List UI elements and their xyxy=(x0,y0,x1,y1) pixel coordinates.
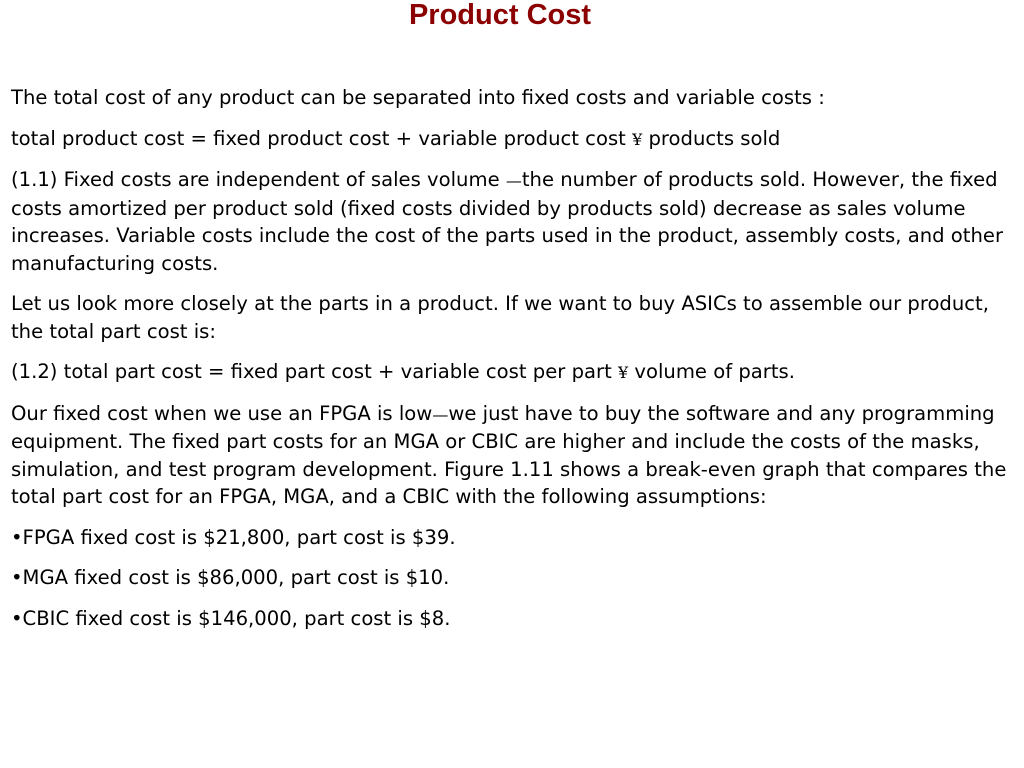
slide-body xyxy=(11,84,1016,645)
paragraph-text-start: Our fixed cost when we use an FPGA is low xyxy=(11,401,433,425)
paragraph-text-end: we just have to buy the software and any programming equipment. The fixed part costs for an MGA or CBIC are higher and include the costs of the masks, simulation, and test program development. Figure 1.11 shows a break-even graph that compares the total part cost for an FPGA, MGA, and a CBIC with the following assumptions: xyxy=(11,401,1007,508)
bullet-item-cbic: •CBIC fixed cost is $146,000, part cost is $8. xyxy=(11,606,451,630)
yen-symbol: ¥ xyxy=(617,363,629,382)
intro-paragraph: The total cost of any product can be separated into fixed costs and variable costs : xyxy=(11,86,825,109)
parts-paragraph: Let us look more closely at the parts in a product. If we want to buy ASICs to assemble our product, the total part cost is: xyxy=(11,292,989,343)
equation-lhs: total product cost = fixed product cost + variable product cost xyxy=(11,126,633,150)
equation-lhs: (1.2) total part cost = fixed part cost + variable cost per part xyxy=(11,360,618,383)
fixed-costs-paragraph xyxy=(11,166,1016,277)
equation-rhs: volume of parts. xyxy=(628,360,795,383)
equation-total-product-cost xyxy=(11,125,1016,154)
paragraph-text-start: (1.1) Fixed costs are independent of sales volume xyxy=(11,168,506,191)
bullet-item-mga: •MGA fixed cost is $86,000, part cost is $10. xyxy=(11,566,450,589)
yen-symbol: ¥ xyxy=(632,129,643,149)
em-dash: — xyxy=(432,404,449,424)
bullet-item-fpga: •FPGA fixed cost is $21,800, part cost is $39. xyxy=(11,525,456,549)
em-dash: — xyxy=(505,171,522,190)
paragraph-text-end: the number of products sold. However, the fixed costs amortized per product sold (fixed costs divided by products sold) decrease as sales volume increases. Variable costs include the cost of the parts used in the product, assembly costs, and other manufacturing costs. xyxy=(11,168,1004,275)
fpga-fixed-cost-paragraph xyxy=(11,400,1016,511)
slide-title: Product Cost xyxy=(408,0,592,31)
equation-rhs: products sold xyxy=(642,126,781,150)
equation-total-part-cost xyxy=(11,358,1016,387)
